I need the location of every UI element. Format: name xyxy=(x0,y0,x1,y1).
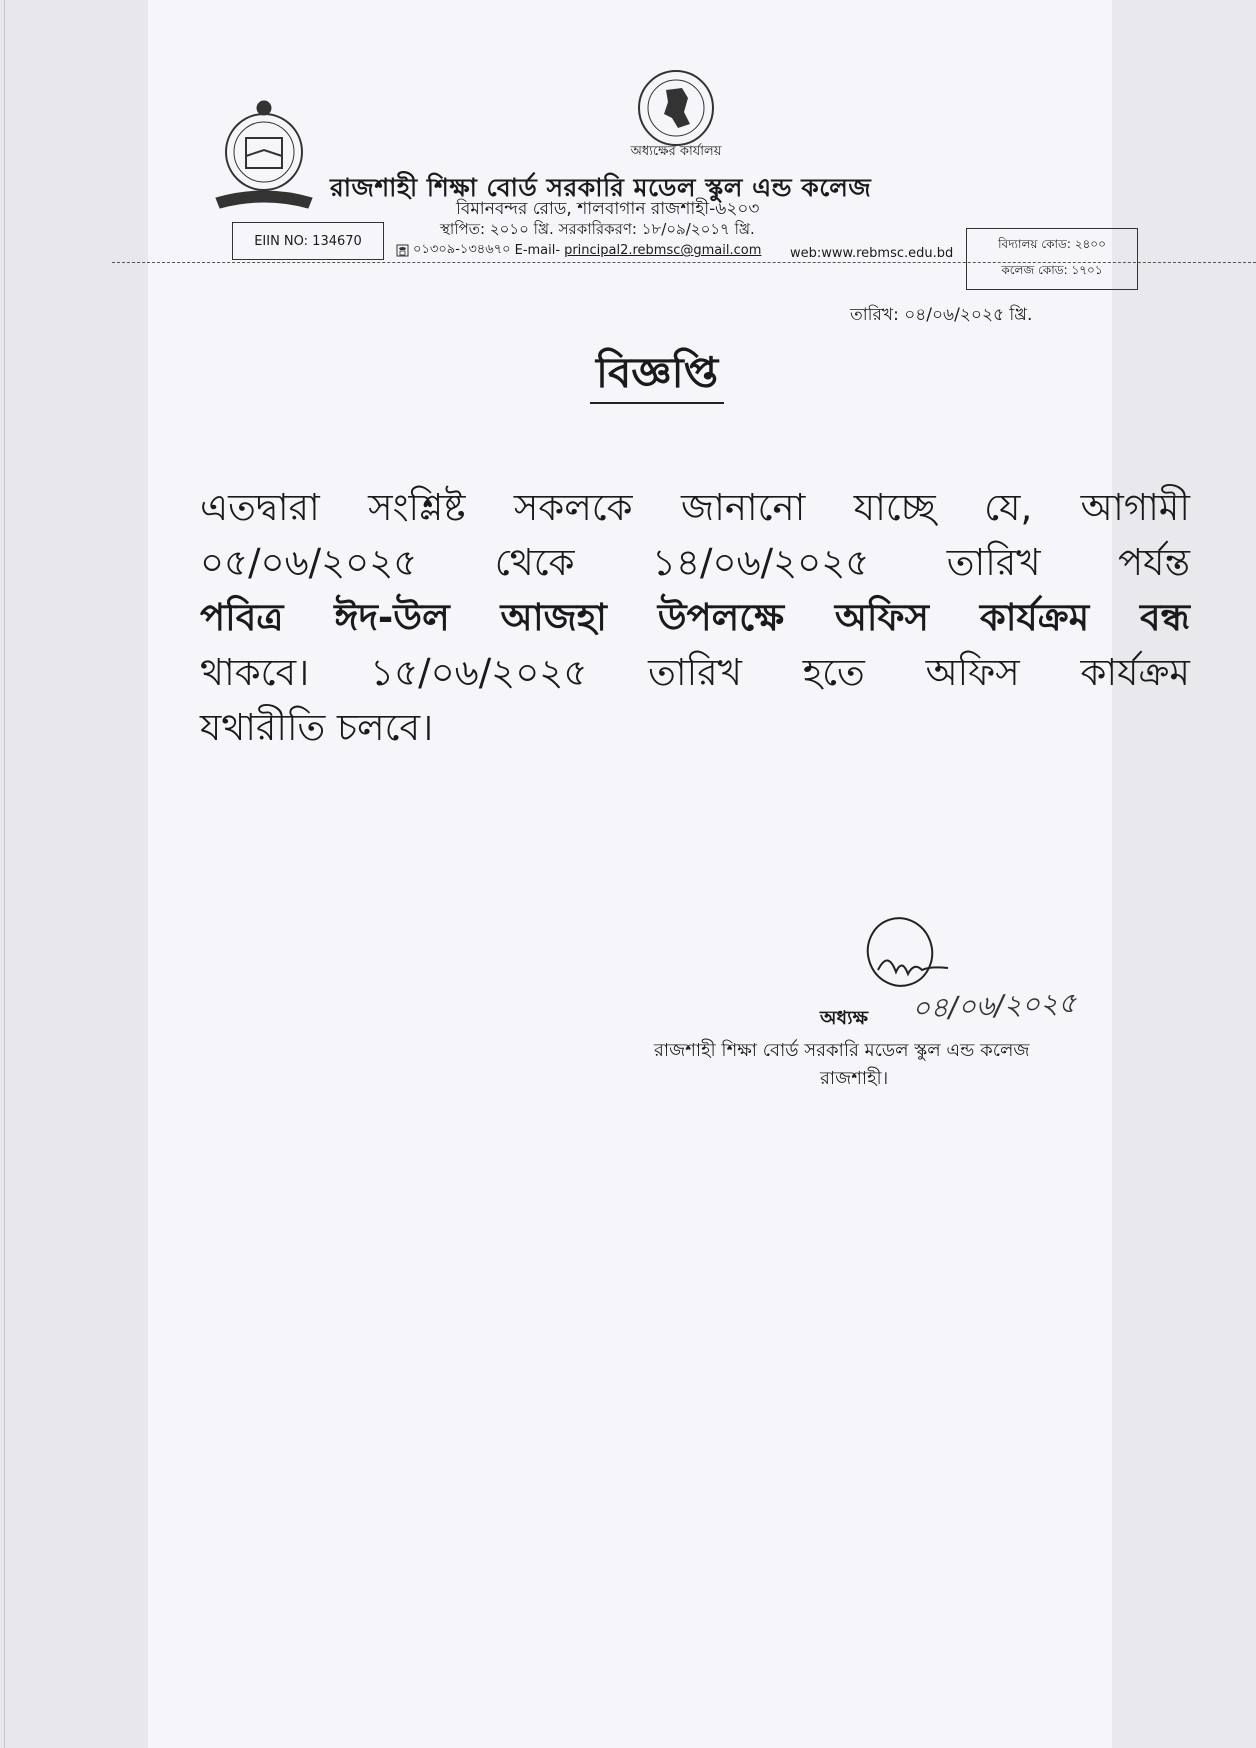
office-label: অধ্যক্ষের কার্যালয় xyxy=(630,144,722,159)
notice-word: অফিস xyxy=(834,596,929,639)
notice-word: যাচ্ছে xyxy=(853,486,936,529)
signatory-title: অধ্যক্ষ xyxy=(820,1007,869,1029)
notice-word: থেকে xyxy=(494,541,575,584)
government-seal-icon xyxy=(636,68,716,148)
institution-codes-box xyxy=(966,228,1138,290)
school-logo-icon xyxy=(212,98,316,216)
notice-word: এতদ্বারা xyxy=(200,486,320,529)
notice-line xyxy=(200,535,1190,590)
notice-body xyxy=(200,480,1190,755)
notice-word: পবিত্র xyxy=(200,596,284,639)
notice-word: অফিস xyxy=(925,651,1020,694)
school-address: বিমানবন্দর রোড, শালবাগান রাজশাহী-৬২০৩ xyxy=(456,199,760,219)
school-code: বিদ্যালয় কোড: ২৪০০ xyxy=(998,237,1106,251)
notice-word: থাকবে। xyxy=(200,651,310,694)
notice-word: আগামী xyxy=(1080,486,1190,529)
notice-word: পর্যন্ত xyxy=(1118,541,1190,584)
eiin-number: EIIN NO: 134670 xyxy=(254,233,362,249)
notice-word: ০৫/০৬/২০২৫ xyxy=(200,541,418,584)
notice-word: তারিখ xyxy=(946,541,1041,584)
phone-number: ০১৩০৯-১৩৪৬৭০ xyxy=(413,242,511,257)
notice-word: উপলক্ষে xyxy=(657,596,785,639)
notice-line xyxy=(200,645,1190,700)
header-divider xyxy=(112,262,1256,263)
phone-icon xyxy=(396,244,409,257)
notice-line xyxy=(200,590,1190,645)
notice-word: হতে xyxy=(802,651,865,694)
signatory-institution: রাজশাহী শিক্ষা বোর্ড সরকারি মডেল স্কুল এন্ড কলেজ xyxy=(654,1040,1030,1061)
notice-word: সকলকে xyxy=(513,486,633,529)
eiin-box xyxy=(232,222,384,260)
notice-title: বিজ্ঞপ্তি xyxy=(590,348,724,404)
established-info: স্থাপিত: ২০১০ খ্রি. সরকারিকরণ: ১৮/০৯/২০১৭ খ্রি. xyxy=(440,220,755,238)
notice-word: যে, xyxy=(984,486,1033,529)
contact-line xyxy=(396,240,761,261)
notice-word: জানানো xyxy=(680,486,806,529)
notice-line xyxy=(200,700,1190,755)
notice-word: সংশ্লিষ্ট xyxy=(368,486,466,529)
notice-word: যথারীতি চলবে। xyxy=(200,706,434,749)
notice-line xyxy=(200,480,1190,535)
school-name-heading: রাজশাহী শিক্ষা বোর্ড সরকারি মডেল স্কুল এন্ড কলেজ xyxy=(330,173,872,202)
notice-word: কার্যক্রম xyxy=(979,596,1090,639)
website-link[interactable]: web:www.rebmsc.edu.bd xyxy=(790,246,954,261)
email-label: E-mail- xyxy=(514,243,561,258)
college-code: কলেজ কোড: ১৭০১ xyxy=(1001,263,1103,277)
notice-word: আজহা xyxy=(500,596,607,639)
notice-date: তারিখ: ০৪/০৬/২০২৫ খ্রি. xyxy=(850,305,1033,325)
handwritten-date: ০৪/০৬/২০২৫ xyxy=(911,986,1077,1025)
notice-word: ১৪/০৬/২০২৫ xyxy=(652,541,870,584)
notice-word: ঈদ-উল xyxy=(334,596,450,639)
signatory-city: রাজশাহী। xyxy=(820,1068,889,1089)
notice-word: বন্ধ xyxy=(1140,596,1190,639)
email-link[interactable]: principal2.rebmsc@gmail.com xyxy=(564,243,762,258)
notice-word: ১৫/০৬/২০২৫ xyxy=(370,651,588,694)
notice-word: কার্যক্রম xyxy=(1080,651,1190,694)
notice-word: তারিখ xyxy=(648,651,742,694)
